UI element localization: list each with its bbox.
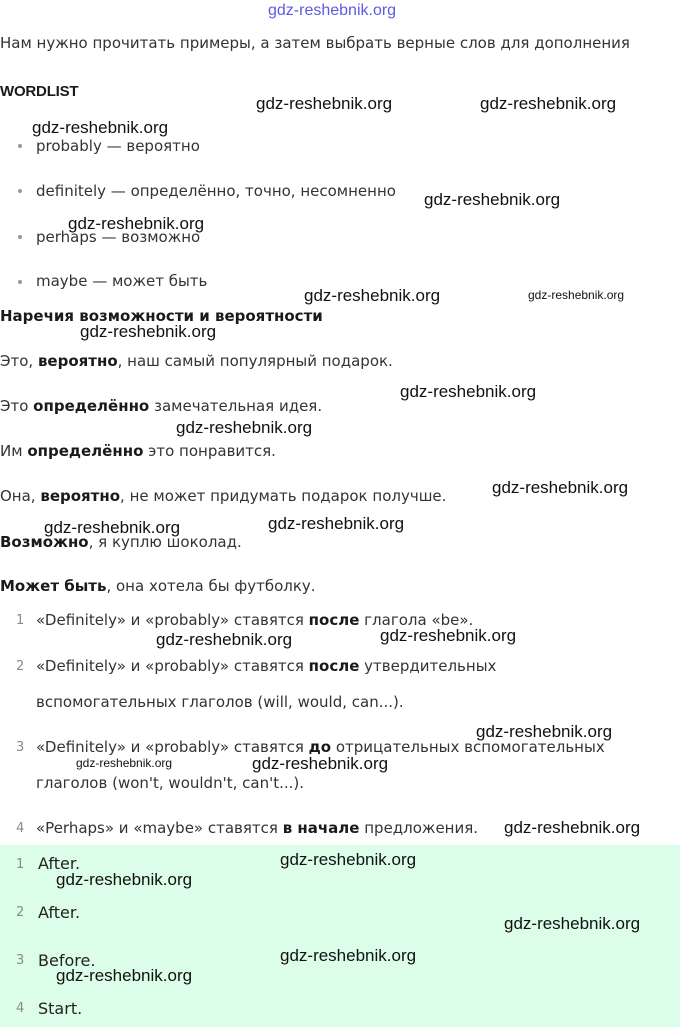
- example-post: , наш самый популярный подарок.: [117, 352, 393, 370]
- rule-post: отрицательных вспомогательных: [331, 738, 605, 756]
- watermark: gdz-reshebnik.org: [280, 850, 417, 869]
- answer-number: 2: [16, 905, 25, 920]
- answer-text: After.: [38, 854, 81, 873]
- watermark: gdz-reshebnik.org: [528, 288, 625, 302]
- rule-bold: до: [308, 738, 332, 756]
- watermark: gdz-reshebnik.org: [504, 818, 641, 837]
- rule-bold: в начале: [282, 819, 360, 837]
- rule-line-continued: глаголов (won't, wouldn't, can't...).: [36, 774, 305, 792]
- rule-number: 1: [16, 613, 25, 628]
- wordlist-item: maybe — может быть: [36, 272, 208, 290]
- example-sentence: [0, 397, 322, 415]
- rule-number: 4: [16, 821, 25, 836]
- example-pre: Это: [0, 397, 34, 415]
- watermark: gdz-reshebnik.org: [156, 630, 293, 649]
- watermark: gdz-reshebnik.org: [268, 514, 405, 533]
- wordlist-item: perhaps — возможно: [36, 228, 201, 246]
- watermark: gdz-reshebnik.org: [76, 756, 173, 770]
- rule-bold: после: [308, 657, 360, 675]
- example-bold: вероятно: [37, 352, 118, 370]
- bullet-dot: [18, 144, 22, 148]
- watermark: gdz-reshebnik.org: [480, 94, 617, 113]
- watermark: gdz-reshebnik.org: [280, 946, 417, 965]
- watermark: gdz-reshebnik.org: [56, 870, 193, 889]
- rule-post: утвердительных: [359, 657, 497, 675]
- watermark: gdz-reshebnik.org: [400, 382, 537, 401]
- watermark: gdz-reshebnik.org: [492, 478, 629, 497]
- top-watermark: gdz-reshebnik.org: [268, 2, 397, 19]
- rule-line: [36, 819, 478, 837]
- watermark: gdz-reshebnik.org: [304, 286, 441, 305]
- answer-number: 1: [16, 857, 25, 872]
- answer-text: Start.: [38, 999, 83, 1018]
- example-bold: вероятно: [40, 487, 121, 505]
- rule-line: [36, 657, 496, 675]
- watermark: gdz-reshebnik.org: [32, 118, 169, 137]
- example-bold: определённо: [33, 397, 150, 415]
- watermark: gdz-reshebnik.org: [256, 94, 393, 113]
- bullet-dot: [18, 189, 22, 193]
- rule-pre: «Definitely» и «probably» ставятся: [36, 657, 309, 675]
- example-post: замечательная идея.: [149, 397, 323, 415]
- wordlist-item: probably — вероятно: [36, 137, 200, 155]
- watermark: gdz-reshebnik.org: [68, 214, 205, 233]
- watermark: gdz-reshebnik.org: [44, 518, 181, 537]
- answer-text: Before.: [38, 951, 96, 970]
- example-bold: Возможно: [0, 533, 89, 551]
- watermark: gdz-reshebnik.org: [424, 190, 561, 209]
- example-post: , я куплю шоколад.: [88, 533, 242, 551]
- example-sentence: [0, 442, 276, 460]
- example-pre: Она,: [0, 487, 41, 505]
- answer-number: 4: [16, 1001, 25, 1016]
- example-pre: Это,: [0, 352, 38, 370]
- intro-text: Нам нужно прочитать примеры, а затем выбрать верные слов для дополнения: [0, 34, 630, 52]
- watermark: gdz-reshebnik.org: [252, 754, 389, 773]
- wordlist-heading: WORDLIST: [0, 83, 79, 100]
- watermark: gdz-reshebnik.org: [176, 418, 313, 437]
- example-sentence: [0, 352, 393, 370]
- rule-pre: «Perhaps» и «maybe» ставятся: [36, 819, 283, 837]
- example-post: , она хотела бы футболку.: [106, 577, 316, 595]
- watermark: gdz-reshebnik.org: [504, 914, 641, 933]
- example-sentence: [0, 577, 316, 595]
- watermark: gdz-reshebnik.org: [80, 322, 217, 341]
- example-sentence: [0, 487, 446, 505]
- rule-post: глагола «be».: [359, 611, 474, 629]
- adverbs-heading: Наречия возможности и вероятности: [0, 307, 323, 325]
- example-bold: определённо: [27, 442, 144, 460]
- example-post: , не может придумать подарок получше.: [120, 487, 447, 505]
- bullet-dot: [18, 280, 22, 284]
- watermark: gdz-reshebnik.org: [56, 966, 193, 985]
- rule-bold: после: [308, 611, 360, 629]
- wordlist-item: definitely — определённо, точно, несомненно: [36, 182, 396, 200]
- example-bold: Может быть: [0, 577, 107, 595]
- answer-text: After.: [38, 903, 81, 922]
- rule-number: 2: [16, 659, 25, 674]
- watermark: gdz-reshebnik.org: [476, 722, 613, 741]
- rule-pre: «Definitely» и «probably» ставятся: [36, 611, 309, 629]
- bullet-dot: [18, 235, 22, 239]
- rule-number: 3: [16, 740, 25, 755]
- watermark: gdz-reshebnik.org: [380, 626, 517, 645]
- answer-number: 3: [16, 953, 25, 968]
- rule-pre: «Definitely» и «probably» ставятся: [36, 738, 309, 756]
- example-pre: Им: [0, 442, 28, 460]
- example-post: это понравится.: [143, 442, 276, 460]
- rule-post: предложения.: [359, 819, 479, 837]
- rule-line-continued: вспомогательных глаголов (will, would, can...).: [36, 693, 404, 711]
